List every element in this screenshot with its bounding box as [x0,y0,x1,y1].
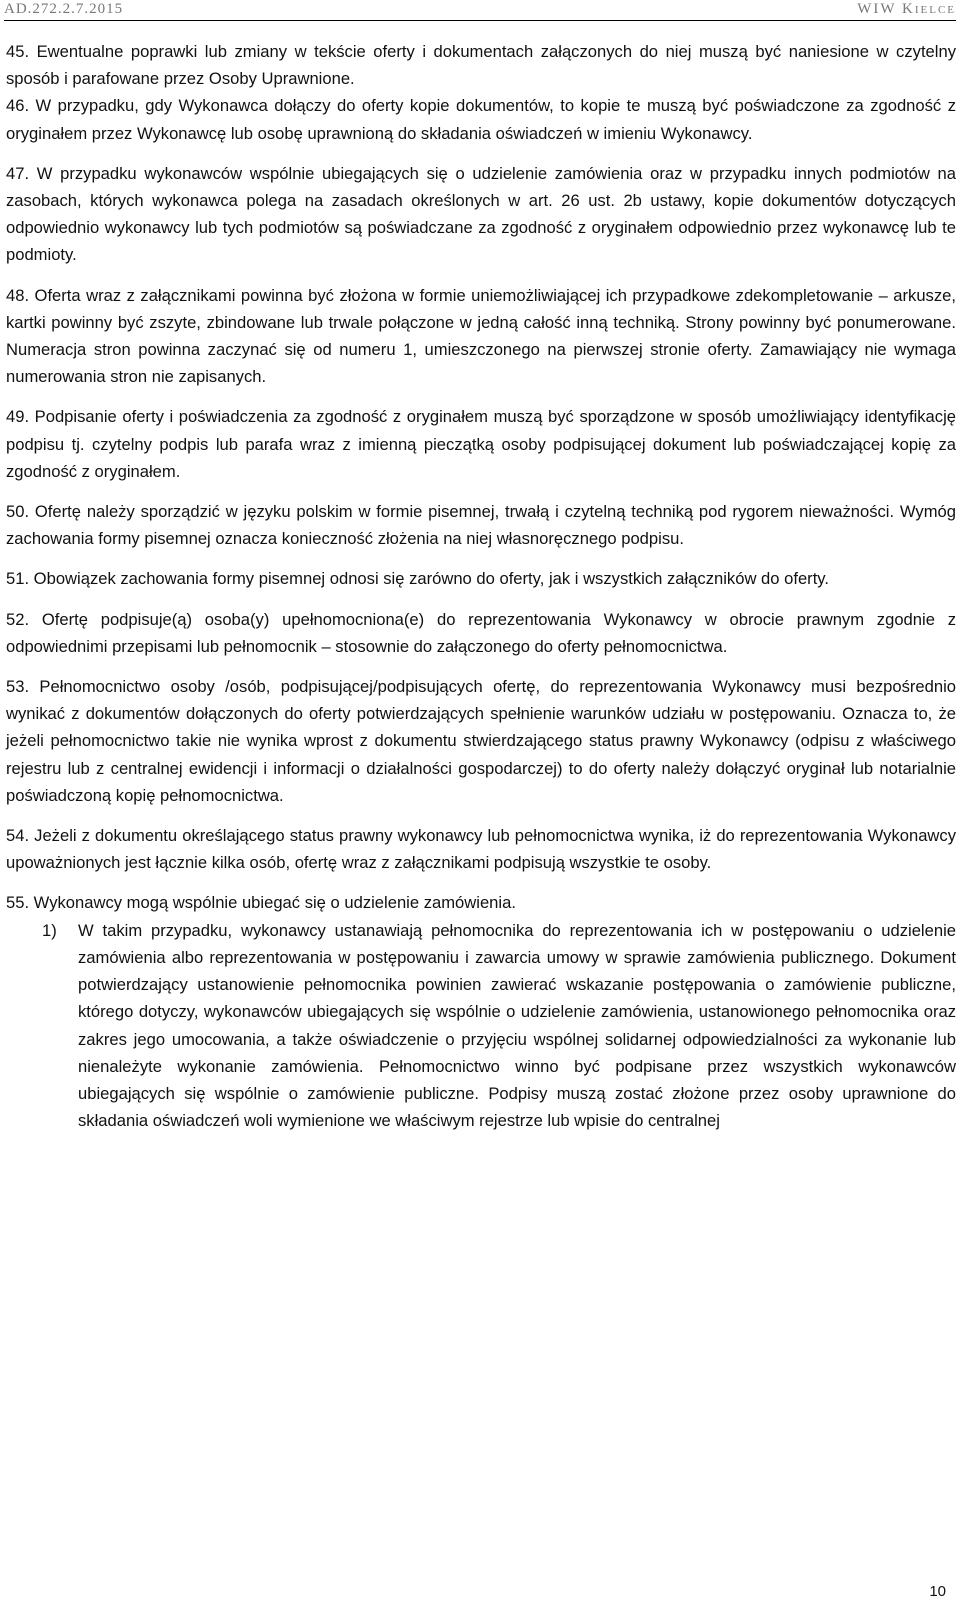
sublist-item-1-text: W takim przypadku, wykonawcy ustanawiają pełnomocnika do reprezentowania ich w postępowaniu o udzielenie zamówienia albo reprezentowania w postępowaniu i zawarcia umowy w sprawie zamówienia publicznego. Dokument potwierdzający ustanowienie pełnomocnika powinien zawierać wskazanie postępowania o zamówienie publiczne, którego dotyczy, wykonawców ubiegających się wspólnie o udzielenie zamówienia, ustanowionego pełnomocnika oraz zakres jego umocowania, a także oświadczenie o przyjęciu wspólnej solidarnej odpowiedzialności za wykonanie lub nienależyte wykonanie zamówienia. Pełnomocnictwo winno być podpisane przez wszystkich wykonawców ubiegających się wspólnie o zamówienie publiczne. Podpisy muszą zostać złożone przez osoby uprawnione do składania oświadczeń woli wymienione we właściwym rejestrze lub wpisie do centralnej [78,920,956,1131]
paragraph-53: 53. Pełnomocnictwo osoby /osób, podpisującej/podpisujących ofertę, do reprezentowania Wykonawcy musi bezpośrednio wynikać z dokumentów dołączonych do oferty potwierdzających spełnienie warunków udziału w postępowaniu. Oznacza to, że jeżeli pełnomocnictwo takie nie wynika wprost z dokumentu stwierdzającego status prawny Wykonawcy (odpisu z właściwego rejestru lub z centralnej ewidencji i informacji o działalności gospodarczej) to do oferty należy dołączyć oryginał lub notarialnie poświadczoną kopię pełnomocnictwa. [6,677,956,805]
document-body [6,38,956,1134]
paragraph-49: 49. Podpisanie oferty i poświadczenia za zgodność z oryginałem muszą być sporządzone w sposób umożliwiający identyfikację podpisu tj. czytelny podpis lub parafa wraz z imienną pieczątką osoby podpisującej dokument lub poświadczającej kopię za zgodność z oryginałem. [6,407,956,481]
paragraph-51: 51. Obowiązek zachowania formy pisemnej odnosi się zarówno do oferty, jak i wszystkich załączników do oferty. [6,569,829,589]
page-header [4,0,956,21]
paragraph-46: 46. W przypadku, gdy Wykonawca dołączy do oferty kopie dokumentów, to kopie te muszą być poświadczone za zgodność z oryginałem przez Wykonawcę lub osobę uprawnioną do składania oświadczeń w imieniu Wykonawcy. [6,96,956,143]
page-number: 10 [929,1583,946,1600]
paragraph-50: 50. Ofertę należy sporządzić w języku polskim w formie pisemnej, trwałą i czytelną techniką pod rygorem nieważności. Wymóg zachowania formy pisemnej oznacza konieczność złożenia na niej własnoręcznego podpisu. [6,502,956,549]
paragraph-48: 48. Oferta wraz z załącznikami powinna być złożona w formie uniemożliwiającej ich przypadkowe zdekompletowanie – arkusze, kartki powinny być zszyte, zbindowane lub trwale połączone w jedną całość inną techniką. Strony powinny być ponumerowane. Numeracja stron powinna zaczynać się od numeru 1, umieszczonego na pierwszej stronie oferty. Zamawiający nie wymaga numerowania stron nie zapisanych. [6,285,956,387]
paragraph-52: 52. Ofertę podpisuje(ą) osoba(y) upełnomocniona(e) do reprezentowania Wykonawcy w obrocie prawnym zgodnie z odpowiednimi przepisami lub pełnomocnik – stosownie do załączonego do oferty pełnomocnictwa. [6,609,956,656]
sublist-item-1-marker: 1) [42,920,57,940]
organization-name: WIW Kielce [857,1,956,17]
paragraph-55: 55. Wykonawcy mogą wspólnie ubiegać się o udzielenie zamówienia. [6,893,516,913]
paragraph-47: 47. W przypadku wykonawców wspólnie ubiegających się o udzielenie zamówienia oraz w przypadku innych podmiotów na zasobach, których wykonawca polega na zasadach określonych w art. 26 ust. 2b ustawy, kopie dokumentów dotyczących odpowiednio wykonawcy lub tych podmiotów są poświadczane za zgodność z oryginałem odpowiednio przez wykonawcę lub te podmioty. [6,163,956,265]
paragraph-54: 54. Jeżeli z dokumentu określającego status prawny wykonawcy lub pełnomocnictwa wynika, iż do reprezentowania Wykonawcy upoważnionych jest łącznie kilka osób, ofertę wraz z załącznikami podpisują wszystkie te osoby. [6,826,956,873]
document-reference: AD.272.2.7.2015 [4,1,124,17]
paragraph-45: 45. Ewentualne poprawki lub zmiany w tekście oferty i dokumentach załączonych do niej muszą być naniesione w czytelny sposób i parafowane przez Osoby Uprawnione. [6,42,956,89]
sublist-item-1 [6,917,956,1135]
